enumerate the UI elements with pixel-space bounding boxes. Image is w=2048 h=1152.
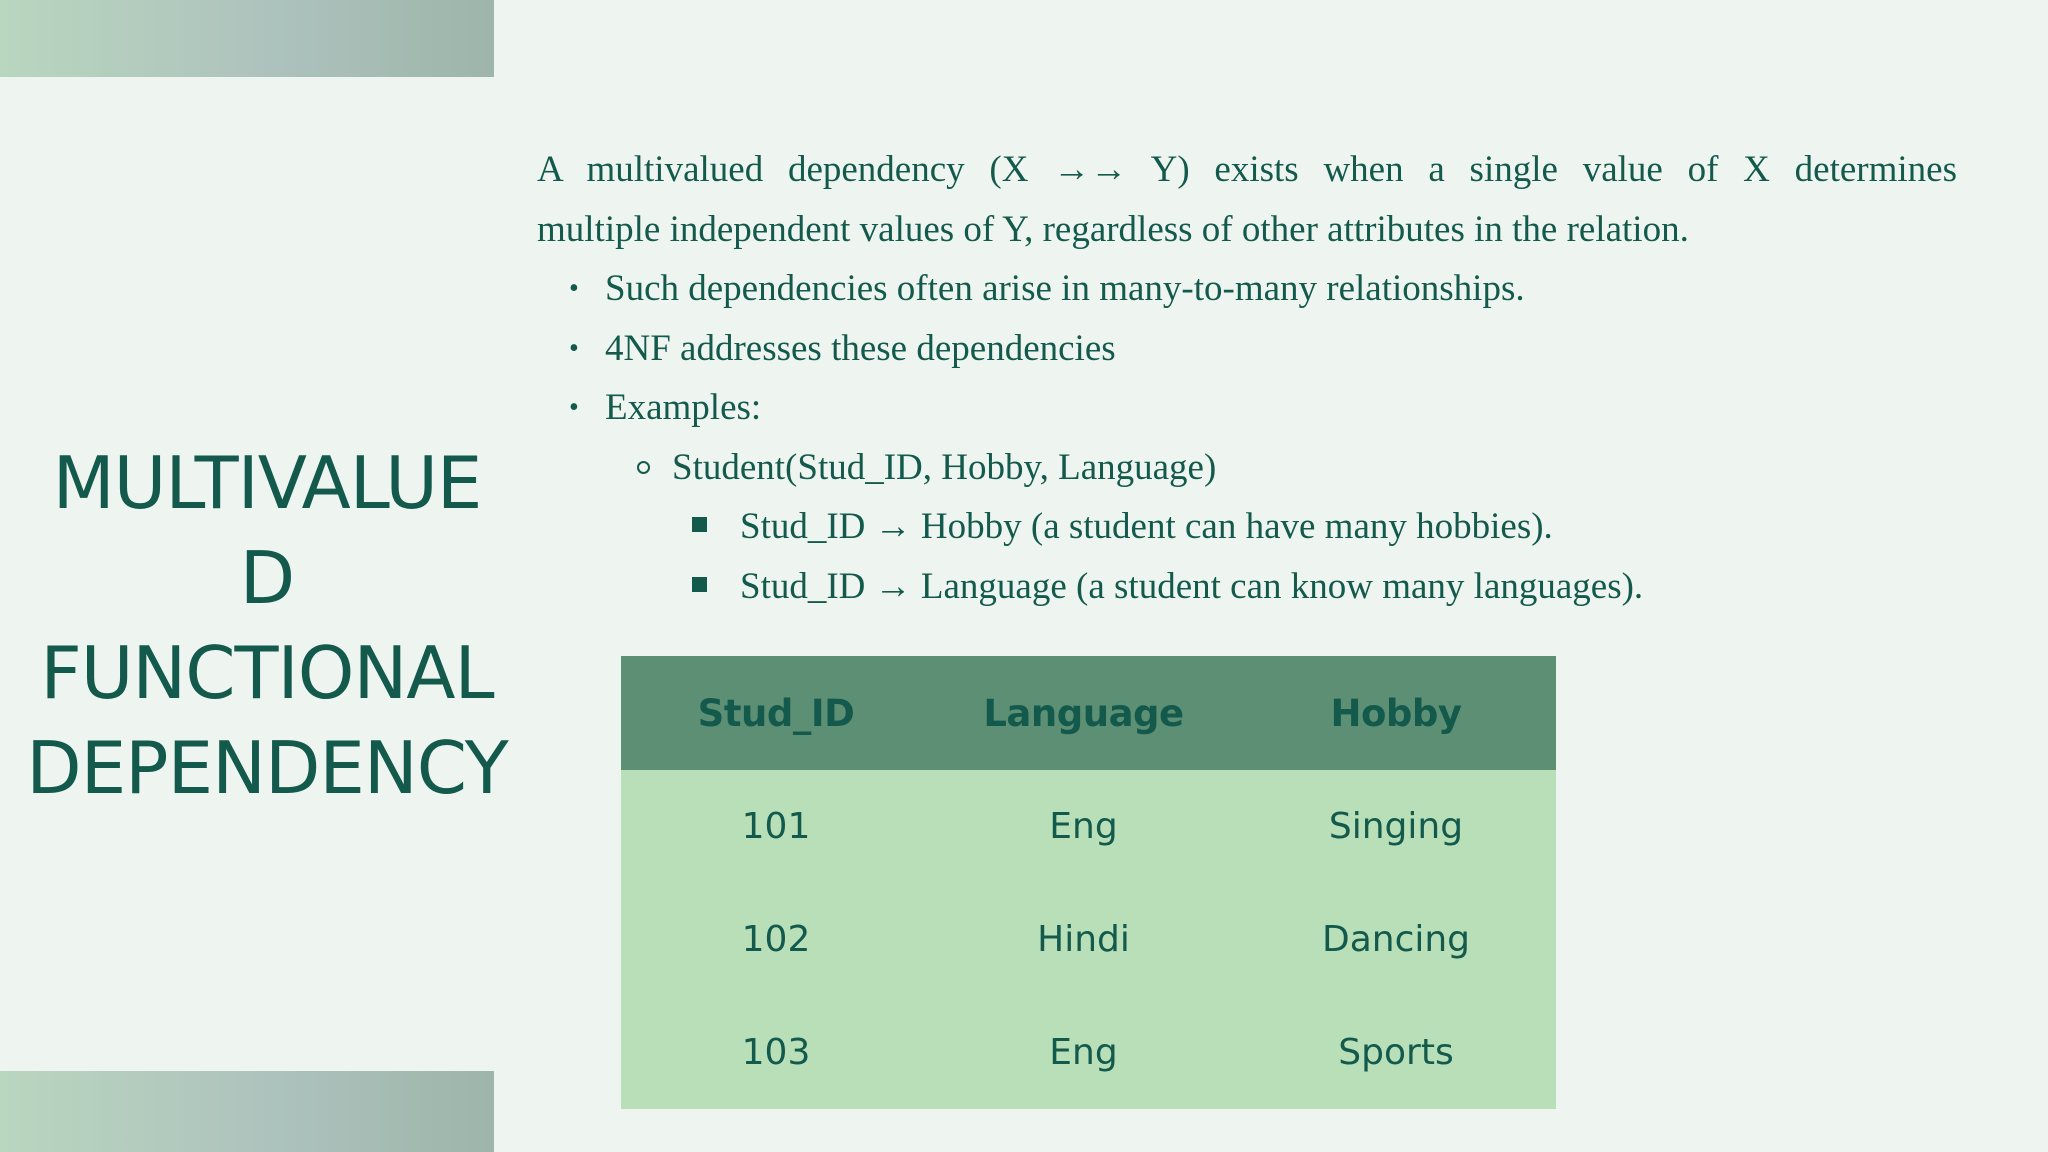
table-cell: 101 xyxy=(621,770,931,883)
sub-list-item xyxy=(537,438,1957,498)
column-header: Language xyxy=(931,656,1236,770)
list-item-text: 4NF addresses these dependencies xyxy=(605,327,1116,369)
title-line: D xyxy=(239,536,295,620)
column-header: Hobby xyxy=(1236,656,1556,770)
table-cell: Dancing xyxy=(1236,883,1556,996)
table-row xyxy=(621,883,1556,996)
bottom-decorative-band xyxy=(0,1071,494,1152)
table-row xyxy=(621,770,1556,883)
list-item-text: Examples: xyxy=(605,387,762,428)
top-decorative-band xyxy=(0,0,494,77)
table-cell: Singing xyxy=(1236,770,1556,883)
student-table xyxy=(621,656,1556,1109)
table-cell: 102 xyxy=(621,883,931,996)
square-bullet-icon xyxy=(692,517,707,532)
slide-body xyxy=(537,140,1957,616)
sub-sub-list-item xyxy=(537,497,1957,557)
list-item xyxy=(537,259,1957,319)
intro-paragraph xyxy=(537,140,1957,259)
square-bullet-icon xyxy=(692,577,707,592)
list-item xyxy=(537,319,1957,379)
table-cell: 103 xyxy=(621,996,931,1109)
sub-sub-list-item-text: Stud_ID → Language (a student can know many languages). xyxy=(740,565,1644,607)
title-line: DEPENDENCY xyxy=(26,726,508,810)
sub-sub-list-item-text: Stud_ID → Hobby (a student can have many hobbies). xyxy=(740,506,1553,547)
sub-sub-list-item xyxy=(537,557,1957,617)
intro-line: A multivalued dependency (X →→ Y) exists when a single value of X determines xyxy=(537,149,1957,190)
bullet-icon: • xyxy=(569,332,579,364)
hollow-circle-bullet-icon xyxy=(637,461,650,474)
table-row xyxy=(621,996,1556,1109)
title-line: FUNCTIONAL xyxy=(40,631,494,715)
title-line: MULTIVALUE xyxy=(52,441,482,525)
column-header: Stud_ID xyxy=(621,656,931,770)
bullet-icon: • xyxy=(569,273,579,304)
table-cell: Eng xyxy=(931,996,1236,1109)
list-item-text: Such dependencies often arise in many-to-many relationships. xyxy=(605,268,1525,309)
intro-line: multiple independent values of Y, regardless of other attributes in the relation. xyxy=(537,208,1689,250)
list-item xyxy=(537,378,1957,438)
table-header-row xyxy=(621,656,1556,770)
bullet-list xyxy=(537,259,1957,616)
table-cell: Eng xyxy=(931,770,1236,883)
bullet-icon: • xyxy=(569,392,579,423)
table-cell: Hindi xyxy=(931,883,1236,996)
sub-list-item-text: Student(Stud_ID, Hobby, Language) xyxy=(672,446,1217,488)
slide-title xyxy=(20,436,514,816)
table-cell: Sports xyxy=(1236,996,1556,1109)
